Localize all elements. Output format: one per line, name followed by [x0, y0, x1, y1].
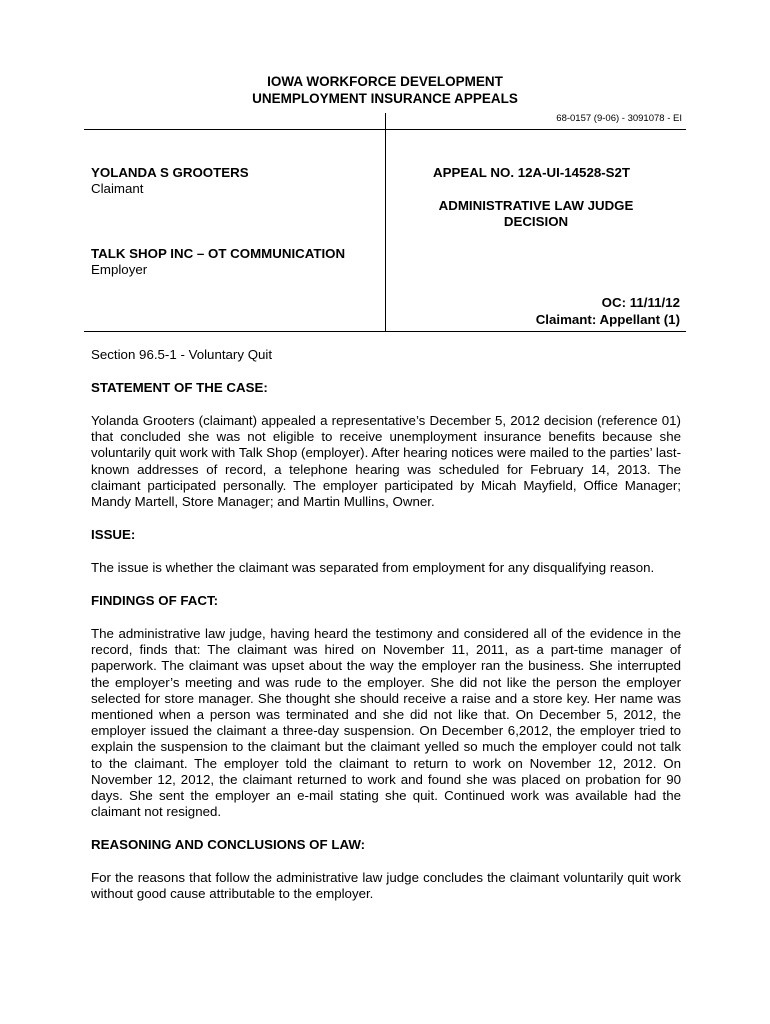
- employer-role: Employer: [91, 262, 148, 277]
- form-number: 68-0157 (9-06) - 3091078 - EI: [556, 113, 682, 124]
- claimant-name: YOLANDA S GROOTERS: [91, 165, 249, 180]
- claimant-role: Claimant: [91, 181, 144, 196]
- issue-text: The issue is whether the claimant was separated from employment for any disqualifying reason.: [91, 560, 655, 575]
- decision-title-line2: DECISION: [503, 214, 569, 229]
- reasoning-text: For the reasons that follow the administrative law judge concludes the claimant voluntarily quit work without good cause attributable to the employer.: [91, 870, 681, 902]
- header-bottom-rule: [84, 331, 686, 332]
- statement-text: Yolanda Grooters (claimant) appealed a representative’s December 5, 2012 decision (reference 01) that concluded she was not eligible to receive unemployment insurance benefits because she voluntarily quit work with Talk Shop (employer). After hearing notices were mailed to the parties’ last-known addresses of record, a telephone hearing was scheduled for February 14, 2013. The claimant participated personally. The employer participated by Micah Mayfield, Office Manager; Mandy Martell, Store Manager; and Martin Mullins, Owner.: [91, 413, 681, 510]
- findings-heading: FINDINGS OF FACT:: [91, 593, 219, 608]
- decision-title-line1: ADMINISTRATIVE LAW JUDGE: [438, 198, 634, 213]
- section-reference: Section 96.5-1 - Voluntary Quit: [91, 347, 273, 362]
- employer-name: TALK SHOP INC – OT COMMUNICATION: [91, 246, 346, 261]
- oc-date: OC: 11/11/12: [601, 295, 680, 310]
- statement-heading: STATEMENT OF THE CASE:: [91, 380, 268, 395]
- findings-text: The administrative law judge, having heard the testimony and considered all of the evidence in the record, finds that: The claimant was hired on November 11, 2011, as a part-time manager of paperwork. The claimant was upset about the way the employer ran the business. She interrupted the employer’s meeting and was rude to the employer. She did not like the person the employer selected for store manager. She thought she should receive a raise and a store key. Her name was mentioned when a person was terminated and she did not like that. On December 5, 2012, the employer issued the claimant a three-day suspension. On December 6,2012, the employer tried to explain the suspension to the claimant but the claimant yelled so much the employer could not talk to the claimant. The employer told the claimant to return to work on November 12, 2012. On November 12, 2012, the claimant returned to work and found she was placed on probation for 90 days. She sent the employer an e-mail stating she quit. Continued work was available had the claimant not resigned.: [91, 626, 681, 820]
- reasoning-heading: REASONING AND CONCLUSIONS OF LAW:: [91, 837, 366, 852]
- division-title: UNEMPLOYMENT INSURANCE APPEALS: [252, 91, 518, 106]
- appellant-party: Claimant: Appellant (1): [535, 312, 680, 327]
- issue-heading: ISSUE:: [91, 527, 136, 542]
- header-center-rule: [385, 113, 386, 332]
- agency-title: IOWA WORKFORCE DEVELOPMENT: [267, 74, 503, 89]
- appeal-number: APPEAL NO. 12A-UI-14528-S2T: [433, 165, 631, 180]
